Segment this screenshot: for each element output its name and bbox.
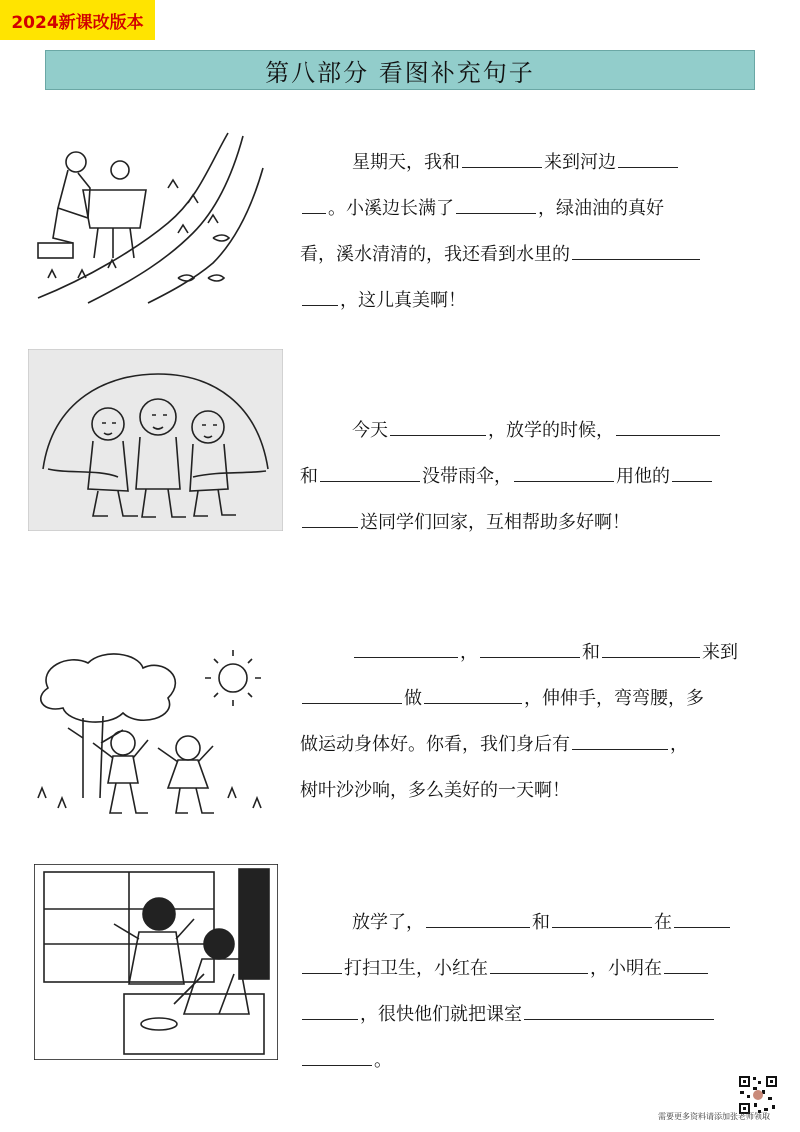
exercise-1-text bbox=[300, 140, 752, 324]
exercise-4-text bbox=[300, 900, 752, 1084]
answer-blank[interactable] bbox=[490, 951, 588, 974]
answer-blank[interactable] bbox=[302, 681, 402, 704]
exercise-2-text bbox=[300, 408, 752, 546]
umbrella-raincoat-drawing bbox=[28, 349, 283, 531]
text-segment: 送同学们回家，互相帮助多好啊！ bbox=[360, 512, 630, 533]
text-segment: 星期天，我和 bbox=[352, 152, 460, 173]
version-badge: 2024新课改版本 bbox=[0, 0, 155, 40]
answer-blank[interactable] bbox=[302, 283, 338, 306]
answer-blank[interactable] bbox=[514, 459, 614, 482]
riverside-drawing bbox=[28, 128, 278, 306]
text-segment: ，绿油油的真好 bbox=[538, 198, 664, 219]
text-segment: 打扫卫生，小红在 bbox=[344, 958, 488, 979]
exercise-3-text bbox=[300, 630, 752, 814]
answer-blank[interactable] bbox=[480, 635, 580, 658]
footer-note: 需要更多资料请添加张老师领取 bbox=[658, 1112, 770, 1121]
answer-blank[interactable] bbox=[618, 145, 678, 168]
text-segment: ，小明在 bbox=[590, 958, 662, 979]
answer-blank[interactable] bbox=[572, 727, 668, 750]
answer-blank[interactable] bbox=[390, 413, 486, 436]
answer-blank[interactable] bbox=[462, 145, 542, 168]
text-segment: 看，溪水清清的，我还看到水里的 bbox=[300, 244, 570, 265]
text-segment: ， bbox=[460, 642, 478, 663]
answer-blank[interactable] bbox=[424, 681, 522, 704]
answer-blank[interactable] bbox=[572, 237, 700, 260]
answer-blank[interactable] bbox=[354, 635, 458, 658]
text-segment: 今天 bbox=[352, 420, 388, 441]
answer-blank[interactable] bbox=[674, 905, 730, 928]
text-segment: 没带雨伞， bbox=[422, 466, 512, 487]
answer-blank[interactable] bbox=[426, 905, 530, 928]
answer-blank[interactable] bbox=[302, 1043, 372, 1066]
text-segment: 树叶沙沙响，多么美好的一天啊！ bbox=[300, 780, 570, 801]
text-segment: 做运动身体好。你看，我们身后有 bbox=[300, 734, 570, 755]
qr-code-icon bbox=[738, 1075, 778, 1115]
section-title: 第八部分 看图补充句子 bbox=[265, 58, 535, 87]
text-segment: 和 bbox=[582, 642, 600, 663]
answer-blank[interactable] bbox=[672, 459, 712, 482]
section-title-bar bbox=[45, 50, 755, 90]
answer-blank[interactable] bbox=[664, 951, 708, 974]
text-segment: ，很快他们就把课室 bbox=[360, 1004, 522, 1025]
morning-exercise-drawing bbox=[28, 648, 278, 823]
answer-blank[interactable] bbox=[552, 905, 652, 928]
text-segment: 和 bbox=[532, 912, 550, 933]
answer-blank[interactable] bbox=[320, 459, 420, 482]
answer-blank[interactable] bbox=[456, 191, 536, 214]
text-segment: 来到河边 bbox=[544, 152, 616, 173]
text-segment: 放学了， bbox=[352, 912, 424, 933]
text-segment: ， bbox=[670, 734, 688, 755]
text-segment: ，放学的时候， bbox=[488, 420, 614, 441]
answer-blank[interactable] bbox=[616, 413, 720, 436]
text-segment: 和 bbox=[300, 466, 318, 487]
classroom-cleaning-drawing bbox=[34, 864, 278, 1060]
answer-blank[interactable] bbox=[302, 505, 358, 528]
answer-blank[interactable] bbox=[302, 191, 326, 214]
text-segment: ，这儿真美啊！ bbox=[340, 290, 466, 311]
answer-blank[interactable] bbox=[524, 997, 714, 1020]
answer-blank[interactable] bbox=[302, 997, 358, 1020]
text-segment: 用他的 bbox=[616, 466, 670, 487]
answer-blank[interactable] bbox=[302, 951, 342, 974]
text-segment: 在 bbox=[654, 912, 672, 933]
text-segment: 来到 bbox=[702, 642, 738, 663]
text-segment: 做 bbox=[404, 688, 422, 709]
text-segment: 。 bbox=[374, 1050, 392, 1071]
text-segment: 。小溪边长满了 bbox=[328, 198, 454, 219]
answer-blank[interactable] bbox=[602, 635, 700, 658]
text-segment: ，伸伸手，弯弯腰，多 bbox=[524, 688, 704, 709]
